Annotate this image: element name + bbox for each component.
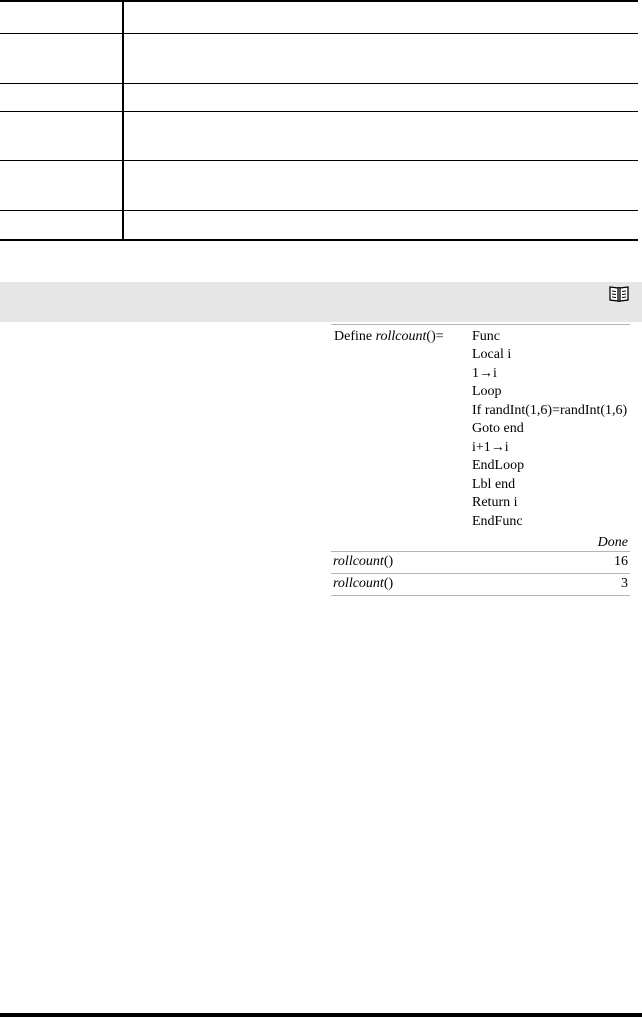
- table-cell: [123, 111, 638, 160]
- calculator-history: [331, 324, 630, 596]
- table-row: [0, 160, 638, 210]
- info-table: [0, 0, 638, 241]
- table-row: [0, 111, 638, 160]
- table-cell: [123, 83, 638, 111]
- table-cell: [123, 210, 638, 240]
- table-row: [0, 210, 638, 240]
- define-result: Done: [597, 535, 628, 550]
- code-line: Return i: [472, 495, 518, 510]
- history-result: 16: [614, 554, 628, 569]
- define-label: Define rollcount()=: [334, 329, 444, 344]
- history-result: 3: [621, 576, 628, 591]
- history-input: rollcount(): [333, 576, 394, 591]
- section-header-bar: [0, 282, 642, 322]
- code-line: If randInt(1,6)=randInt(1,6): [472, 403, 628, 418]
- code-line: 1→i: [472, 366, 497, 381]
- code-line: i+1→i: [472, 440, 509, 455]
- table-row: [0, 1, 638, 33]
- table-cell: [123, 160, 638, 210]
- code-line: EndFunc: [472, 514, 523, 529]
- code-line: Loop: [472, 384, 502, 399]
- table-cell: [0, 1, 123, 33]
- define-entry: [331, 325, 630, 552]
- code-line: Local i: [472, 347, 512, 362]
- code-line: Goto end: [472, 421, 524, 436]
- table-row: [0, 83, 638, 111]
- book-icon: [608, 284, 630, 304]
- table-cell: [0, 160, 123, 210]
- code-line: Lbl end: [472, 477, 516, 492]
- table-cell: [123, 33, 638, 83]
- page-bottom-rule: [0, 1013, 642, 1017]
- history-input: rollcount(): [333, 554, 394, 569]
- history-entry[interactable]: [331, 552, 630, 574]
- table-cell: [0, 33, 123, 83]
- table-cell: [123, 1, 638, 33]
- table-cell: [0, 111, 123, 160]
- code-line: Func: [472, 329, 500, 344]
- history-entry[interactable]: [331, 574, 630, 596]
- table-cell: [0, 83, 123, 111]
- table-row: [0, 33, 638, 83]
- code-line: EndLoop: [472, 458, 525, 473]
- table-cell: [0, 210, 123, 240]
